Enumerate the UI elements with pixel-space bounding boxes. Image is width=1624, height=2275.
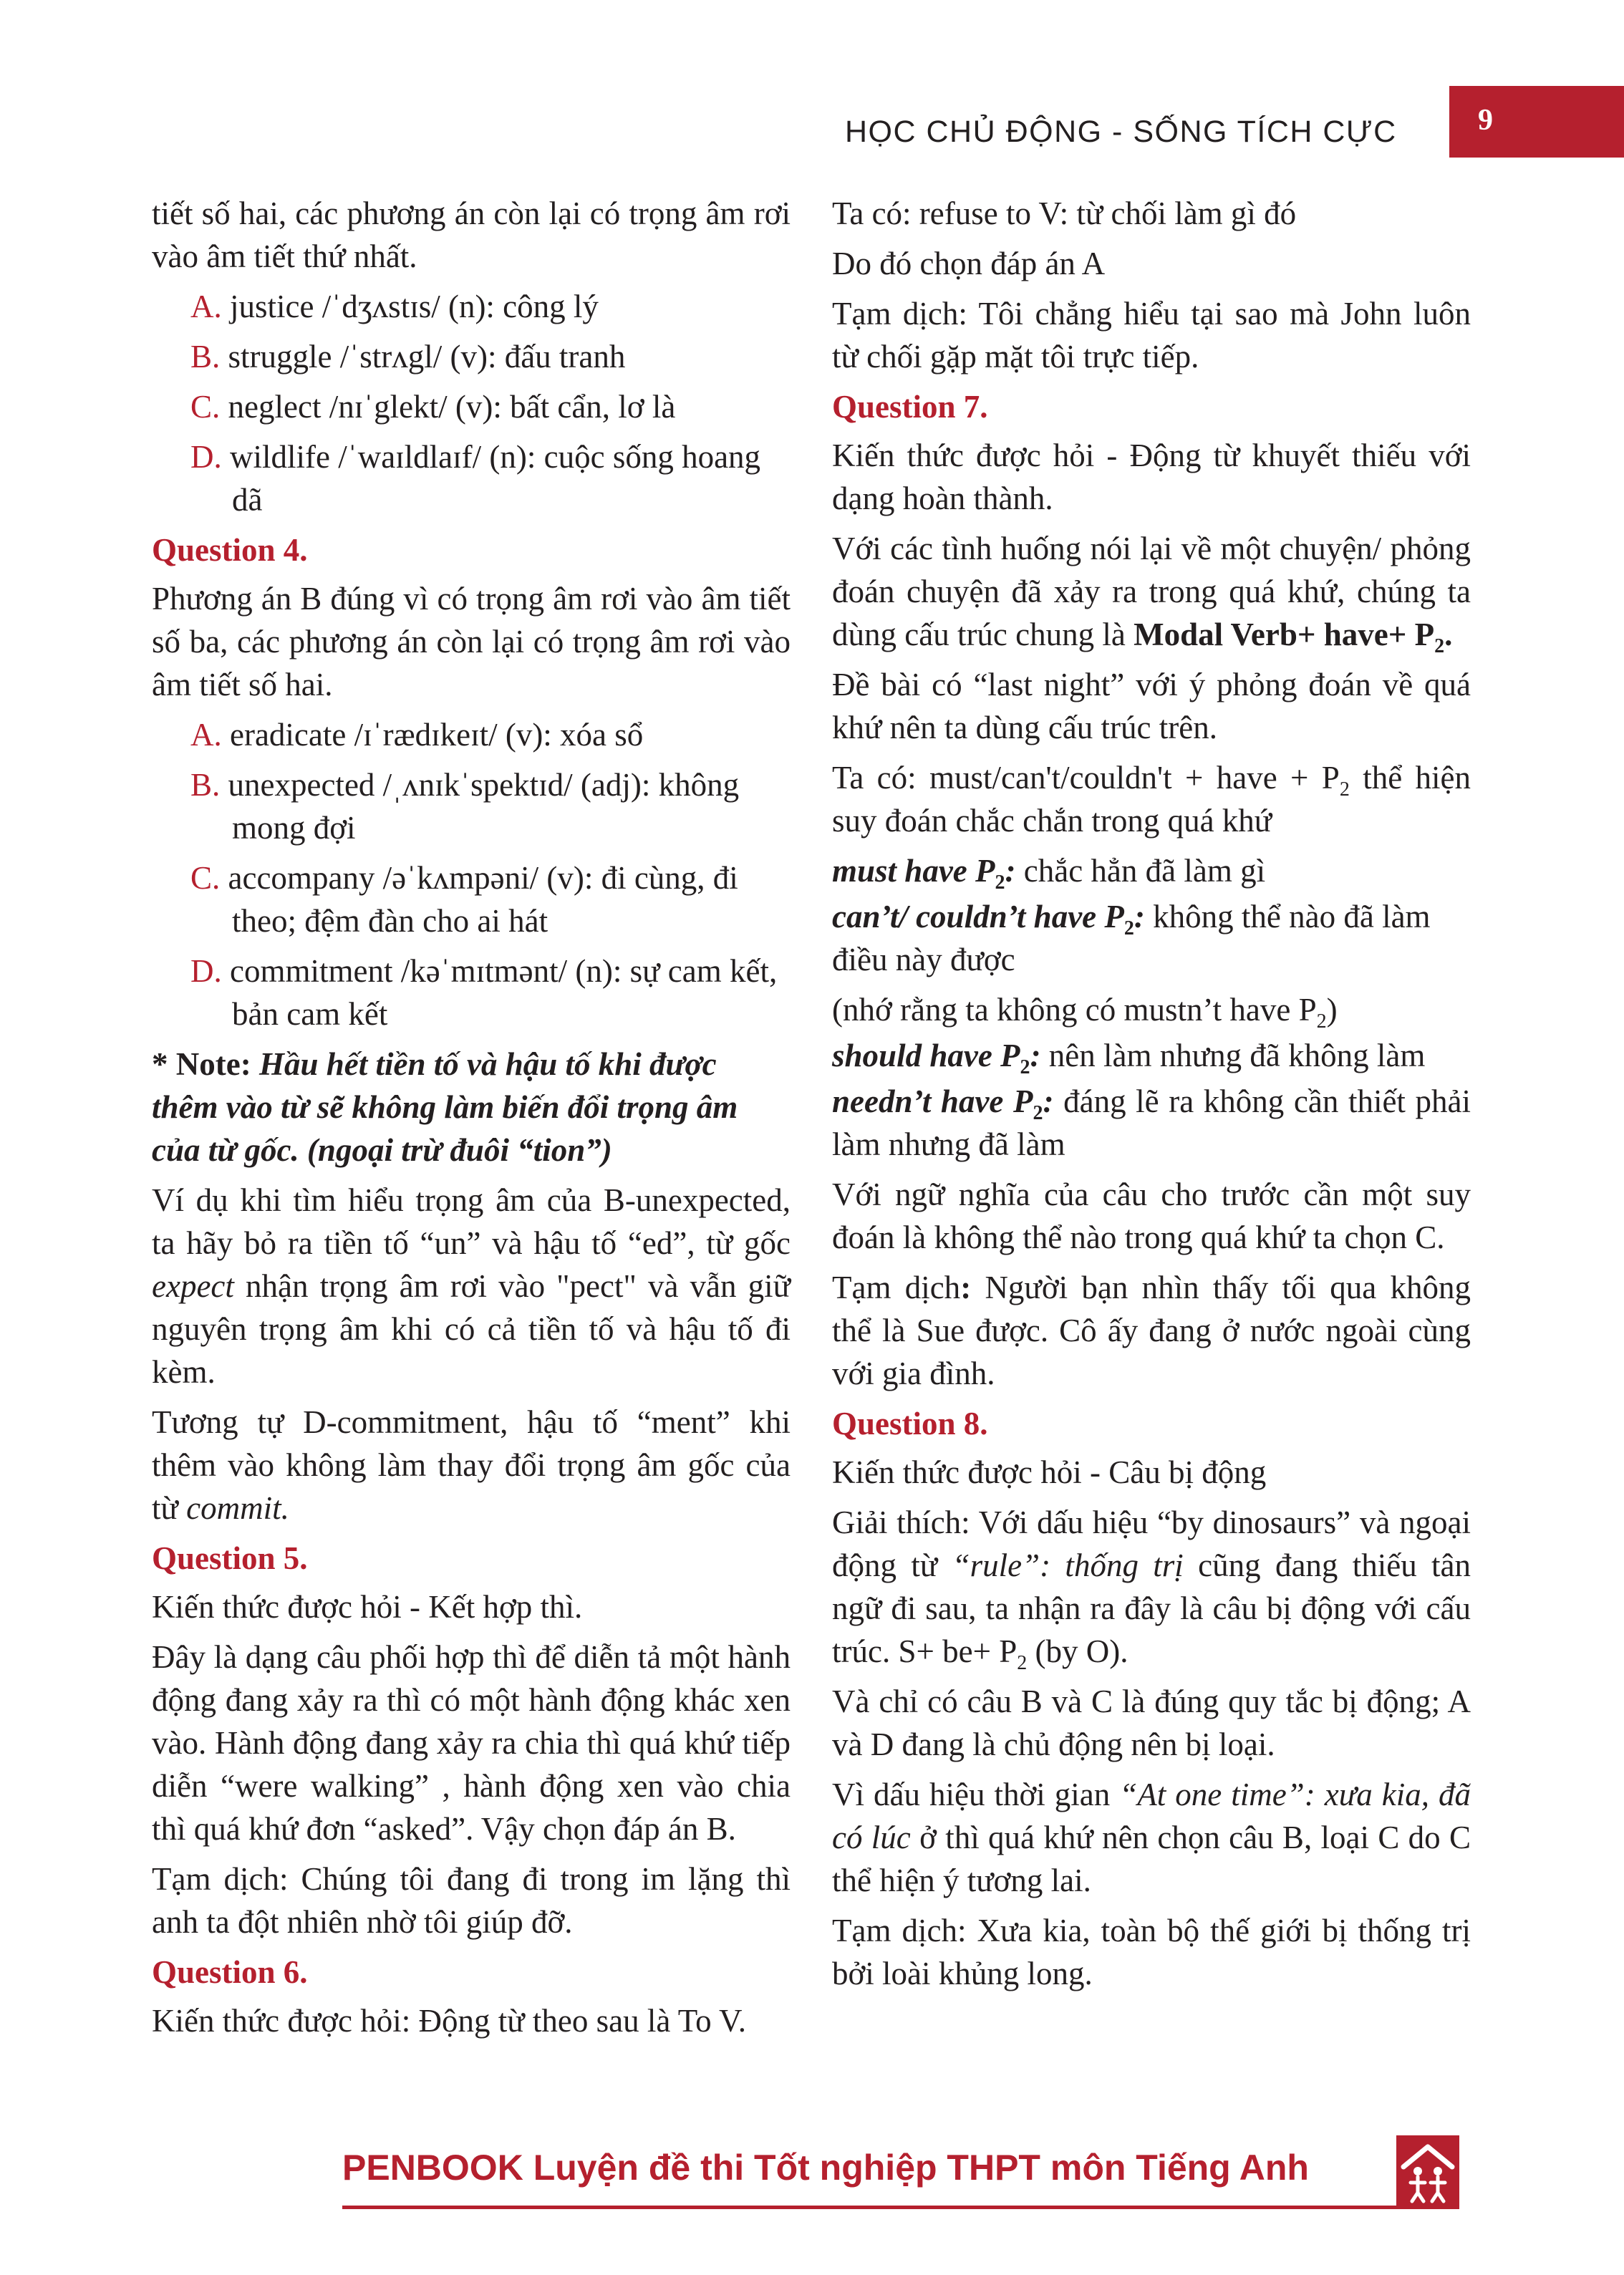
paragraph: Kiến thức được hỏi: Động từ theo sau là To V. — [152, 2003, 746, 2039]
note-label: * Note: — [152, 1046, 251, 1082]
structure-line: should have $P_2$: nên làm nhưng đã không làm — [832, 1038, 1426, 1078]
subscript: 2 — [1033, 1102, 1043, 1124]
structure-label: must have P — [832, 853, 995, 889]
subscript: 2 — [1434, 635, 1445, 657]
text-run: không thể nào đã làm điều này được — [832, 899, 1431, 977]
option-text: unexpected /ˌʌnɪkˈspektɪd/ (adj): không mong đợi — [228, 767, 740, 846]
text-run: Người bạn nhìn thấy tối qua không thể là Sue được. Cô ấy đang ở nước ngoài cùng với gia đình. — [832, 1270, 1471, 1391]
subscript: 2 — [1020, 1056, 1030, 1078]
paragraph — [152, 1401, 791, 1530]
question-heading: Question 8. — [832, 1406, 988, 1441]
house-family-icon — [1396, 2135, 1459, 2206]
answer-option — [152, 435, 791, 521]
text-run: (by O). — [1035, 1633, 1128, 1669]
text-run: ở thì quá khứ nên chọn câu B, loại C do C thể hiện ý tương lai. — [832, 1820, 1471, 1898]
structure-line: needn’t have $P_2$: đáng lẽ ra không cần thiết phải làm nhưng đã làm — [832, 1083, 1471, 1162]
running-header: HỌC CHỦ ĐỘNG - SỐNG TÍCH CỰC — [845, 115, 1397, 149]
paragraph: Do đó chọn đáp án A — [832, 246, 1106, 281]
option-letter: A. — [190, 717, 222, 753]
paragraph: Và chỉ có câu B và C là đúng quy tắc bị động; A và D đang là chủ động nên bị loại. — [832, 1684, 1471, 1762]
answer-option — [152, 385, 791, 428]
subscript: 2 — [995, 871, 1005, 894]
option-letter: C. — [190, 860, 221, 896]
subscript: 2 — [1123, 917, 1134, 940]
paragraph: Kiến thức được hỏi - Kết hợp thì. — [152, 1589, 583, 1625]
structure-line: can’t/ couldn’t have $P_2$: không thể nào đã làm điều này được — [832, 899, 1431, 977]
paragraph: Phương án B đúng vì có trọng âm rơi vào âm tiết số ba, các phương án còn lại có trọng âm rơi vào âm tiết số hai. — [152, 581, 791, 702]
logo — [1396, 2135, 1459, 2206]
question-heading: Question 7. — [832, 389, 988, 425]
question-heading: Question 6. — [152, 1954, 308, 1990]
note — [152, 1043, 791, 1172]
italic-term: “rule”: thống trị — [952, 1547, 1184, 1583]
paragraph — [832, 756, 1471, 842]
text-run: Với các tình huống nói lại về một chuyện/ phỏng đoán chuyện đã xảy ra trong quá khứ, chúng ta dùng cấu trúc chung là — [832, 531, 1471, 652]
option-letter: B. — [190, 767, 221, 803]
text-run: chắc hẳn đã làm gì — [1023, 853, 1266, 889]
subscript: 2 — [1017, 1652, 1028, 1674]
paragraph: Kiến thức được hỏi - Câu bị động — [832, 1454, 1267, 1490]
text-run: ) — [1326, 992, 1338, 1028]
option-text: struggle /ˈstrʌgl/ (v): đấu tranh — [228, 339, 626, 375]
paragraph — [832, 1501, 1471, 1673]
structure-label: can’t/ couldn’t have P — [832, 899, 1124, 934]
answer-option — [152, 285, 791, 328]
structure-line: must have $P_2$: chắc hẳn đã làm gì — [832, 853, 1266, 894]
paragraph — [152, 1179, 791, 1394]
paragraph: Đây là dạng câu phối hợp thì để diễn tả một hành động đang xảy ra thì có một hành động khác xen vào. Hành động đang xảy ra chia thì quá khứ tiếp diễn “were walking” , hành động xen vào chia thì quá khứ đơn “asked”. Vậy chọn đáp án B. — [152, 1639, 791, 1847]
text-run: Ví dụ khi tìm hiểu trọng âm của B-unexpected, ta hãy bỏ ra tiền tố “un” và hậu tố “ed”, từ gốc — [152, 1182, 791, 1261]
paragraph: Tạm dịch: Người bạn nhìn thấy tối qua không thể là Sue được. Cô ấy đang ở nước ngoài cùng với gia đình. — [832, 1270, 1471, 1391]
option-letter: D. — [190, 439, 222, 475]
answer-option — [152, 950, 791, 1035]
paragraph: Với ngữ nghĩa của câu cho trước cần một suy đoán là không thể nào trong quá khứ ta chọn C. — [832, 1177, 1471, 1255]
text-run: cũng đang thiếu tân ngữ đi sau, ta nhận ra đây là câu bị động với cấu trúc. S+ be+ P — [832, 1547, 1471, 1669]
page-number: 9 — [1478, 104, 1493, 137]
text-run: Giải thích: Với dấu hiệu “by dinosaurs” và ngoại động từ — [832, 1504, 1471, 1583]
answer-option — [152, 713, 791, 756]
page-number-tab — [1449, 86, 1624, 158]
text-run: nhận trọng âm rơi vào "pect" và vẫn giữ nguyên trọng âm khi có cả tiền tố và hậu tố đi kèm. — [152, 1268, 791, 1390]
option-letter: D. — [190, 953, 222, 989]
text-run: Vì dấu hiệu thời gian — [832, 1777, 1111, 1812]
text-run: Tạm dịch — [832, 1270, 961, 1305]
left-column — [152, 192, 791, 2049]
right-column — [832, 192, 1471, 2002]
option-text: wildlife /ˈwaɪldlaɪf/ (n): cuộc sống hoang dã — [230, 439, 761, 518]
paragraph: Đề bài có “last night” với ý phỏng đoán về quá khứ nên ta dùng cấu trúc trên. — [832, 667, 1471, 745]
text-run: Tương tự D-commitment, hậu tố “ment” khi thêm vào không làm thay đổi trọng âm gốc của từ — [152, 1404, 791, 1526]
question-heading: Question 5. — [152, 1540, 308, 1576]
option-text: justice /ˈdʒʌstɪs/ (n): công lý — [230, 289, 599, 324]
option-letter: C. — [190, 389, 221, 425]
text-run: (nhớ rằng ta không có mustn’t have P — [832, 992, 1317, 1028]
text-run: thể hiện suy đoán chắc chắn trong quá khứ — [832, 760, 1471, 839]
paragraph: Ta có: refuse to V: từ chối làm gì đó — [832, 195, 1297, 231]
structure-label: should have P — [832, 1038, 1020, 1073]
italic-term: commit. — [186, 1490, 289, 1526]
bold-structure: Modal Verb+ have+ P — [1134, 617, 1435, 652]
option-text: accompany /əˈkʌmpəni/ (v): đi cùng, đi theo; đệm đàn cho ai hát — [228, 860, 738, 939]
option-letter: B. — [190, 339, 221, 375]
paragraph: tiết số hai, các phương án còn lại có trọng âm rơi vào âm tiết thứ nhất. — [152, 195, 791, 274]
paragraph — [832, 1773, 1471, 1902]
italic-term: “At one time”: xưa kia, đã có lúc — [832, 1777, 1471, 1855]
paragraph: Tạm dịch: Chúng tôi đang đi trong im lặng thì anh ta đột nhiên nhờ tôi giúp đỡ. — [152, 1861, 791, 1940]
answer-option — [152, 763, 791, 849]
structure-line — [832, 988, 1471, 1031]
question-heading: Question 4. — [152, 532, 308, 568]
footer-title: PENBOOK Luyện đề thi Tốt nghiệp THPT môn Tiếng Anh — [342, 2148, 1309, 2188]
paragraph: Kiến thức được hỏi - Động từ khuyết thiếu với dạng hoàn thành. — [832, 438, 1471, 516]
option-text: eradicate /ɪˈrædɪkeɪt/ (v): xóa sổ — [230, 717, 644, 753]
footer-rule — [342, 2206, 1459, 2209]
italic-term: expect — [152, 1268, 234, 1304]
paragraph: Với các tình huống nói lại về một chuyện/ phỏng đoán chuyện đã xảy ra trong quá khứ, chúng ta dùng cấu trúc chung là Modal Verb+ have+ $P_2$. — [832, 531, 1471, 657]
structure-label: needn’t have P — [832, 1083, 1033, 1119]
note-text: Hầu hết tiền tố và hậu tố khi được thêm vào từ sẽ không làm biến đổi trọng âm của từ gốc. (ngoại trừ đuôi “tion”) — [152, 1046, 738, 1168]
text-run: Ta có: must/can't/couldn't + have + P — [832, 760, 1340, 796]
option-text: commitment /kəˈmɪtmənt/ (n): sự cam kết, bản cam kết — [230, 953, 778, 1032]
option-letter: A. — [190, 289, 222, 324]
answer-option — [152, 335, 791, 378]
subscript: 2 — [1339, 778, 1350, 801]
text-run: nên làm nhưng đã không làm — [1048, 1038, 1426, 1073]
paragraph: Tạm dịch: Tôi chẳng hiểu tại sao mà John luôn từ chối gặp mặt tôi trực tiếp. — [832, 296, 1471, 375]
option-text: neglect /nɪˈglekt/ (v): bất cẩn, lơ là — [228, 389, 676, 425]
text-run: đáng lẽ ra không cần thiết phải làm nhưng đã làm — [832, 1083, 1471, 1162]
subscript: 2 — [1316, 1010, 1327, 1033]
paragraph: Tạm dịch: Xưa kia, toàn bộ thế giới bị thống trị bởi loài khủng long. — [832, 1913, 1471, 1991]
answer-option — [152, 856, 791, 942]
